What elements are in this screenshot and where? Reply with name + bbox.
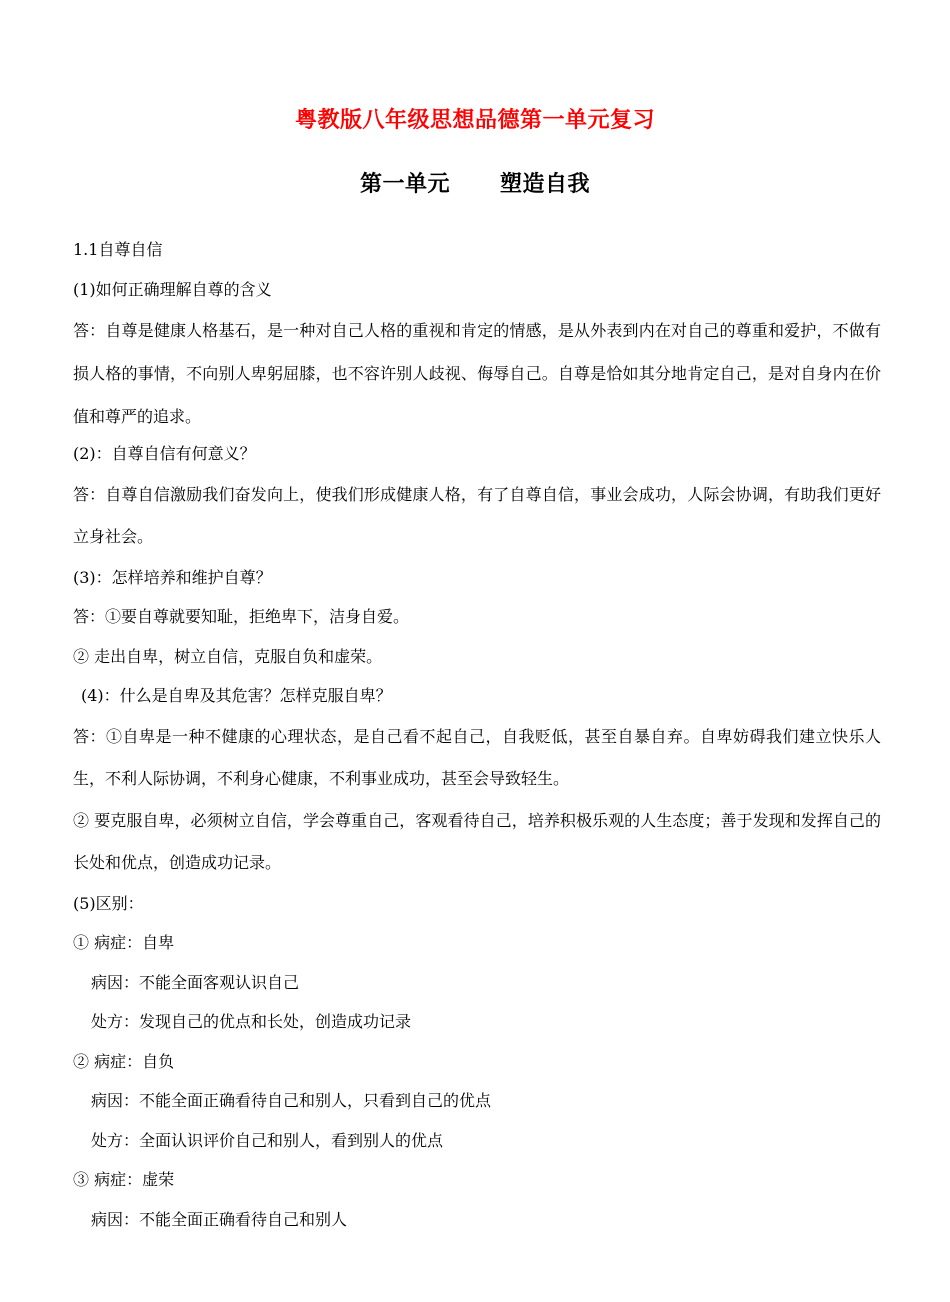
unit-label: 第一单元 <box>359 172 450 197</box>
diagnosis-2-remedy: 处方：全面认识评价自己和别人，看到别人的优点 <box>91 1130 444 1150</box>
answer-4-point-2: ② 要克服自卑，必须树立自信，学会尊重自己，客观看待自己，培养积极乐观的人生态度；善于发现和发挥自己的长处和优点，创造成功记录。 <box>73 810 881 872</box>
diagnosis-3-cause: 病因：不能全面正确看待自己和别人 <box>91 1209 348 1229</box>
question-1: (1)如何正确理解自尊的含义 <box>73 279 272 299</box>
diagnosis-2-cause: 病因：不能全面正确看待自己和别人，只看到自己的优点 <box>91 1091 492 1110</box>
diagnosis-1-cause: 病因：不能全面客观认识自己 <box>91 972 300 992</box>
document-title: 粤教版八年级思想品德第一单元复习 <box>294 108 655 133</box>
diagnosis-3-symptom: ③ 病症：虚荣 <box>73 1170 175 1189</box>
diagnosis-2-symptom: ② 病症：自负 <box>73 1051 175 1071</box>
diagnosis-1-symptom: ① 病症：自卑 <box>73 933 175 952</box>
question-4: (4)：什么是自卑及其危害？怎样克服自卑？ <box>81 686 392 705</box>
section-heading: 1.1自尊自信 <box>73 240 163 259</box>
question-3: (3)：怎样培养和维护自尊？ <box>73 567 272 587</box>
diagnosis-1-remedy: 处方：发现自己的优点和长处，创造成功记录 <box>91 1012 412 1031</box>
question-2: (2)：自尊自信有何意义？ <box>73 444 256 463</box>
unit-topic: 塑造自我 <box>500 172 591 197</box>
answer-3-point-1: 答：①要自尊就要知耻，拒绝卑下，洁身自爱。 <box>73 607 410 626</box>
question-5: (5)区别： <box>73 893 144 913</box>
answer-4-point-1: 答：①自卑是一种不健康的心理状态，是自己看不起自己，自我贬低，甚至自暴自弃。自卑妨碍我们建立快乐人生，不利人际协调，不利身心健康，不利事业成功，甚至会导致轻生。 <box>73 726 881 788</box>
answer-3-point-2: ② 走出自卑，树立自信，克服自负和虚荣。 <box>73 646 383 666</box>
document-body <box>73 230 881 1239</box>
answer-2: 答：自尊自信激励我们奋发向上，使我们形成健康人格，有了自尊自信，事业会成功，人际会协调，有助我们更好立身社会。 <box>73 484 881 546</box>
answer-1: 答：自尊是健康人格基石，是一种对自己人格的重视和肯定的情感，是从外表到内在对自己的尊重和爱护，不做有损人格的事情，不向别人卑躬屈膝，也不容许别人歧视、侮辱自己。自尊是恰如其分地肯定自己，是对自身内在价值和尊严的追求。 <box>73 321 881 426</box>
unit-heading <box>0 167 950 198</box>
